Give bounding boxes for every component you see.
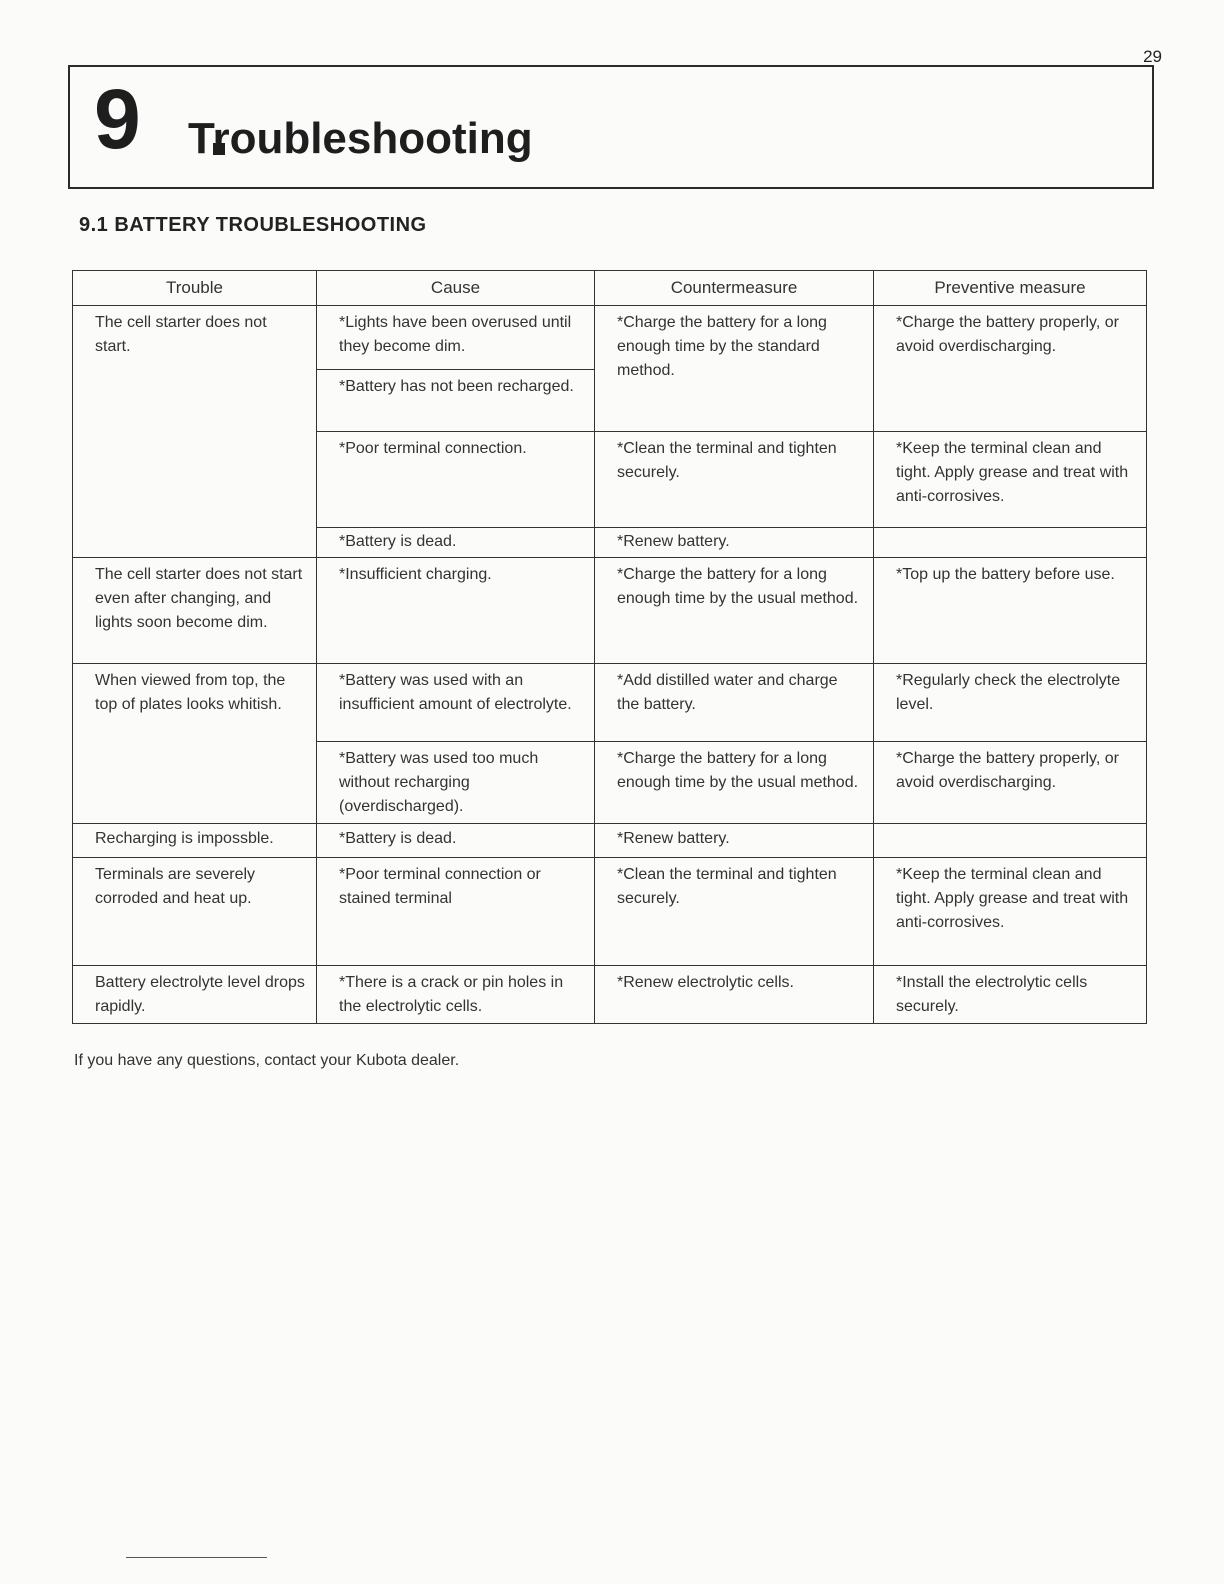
trouble-cell: The cell starter does not start even after changing, and lights soon become dim. (73, 558, 317, 664)
header-cause: Cause (317, 271, 595, 306)
preventive-cell (874, 824, 1147, 858)
battery-troubleshooting-table (72, 270, 1147, 1024)
cause-cell: *Battery has not been recharged. (317, 370, 595, 432)
preventive-cell: *Keep the terminal clean and tight. Apply grease and treat with anti-corrosives. (874, 432, 1147, 528)
trouble-cell: Terminals are severely corroded and heat up. (73, 858, 317, 966)
section-title: 9.1 BATTERY TROUBLESHOOTING (79, 214, 427, 236)
countermeasure-cell: *Add distilled water and charge the battery. (595, 664, 874, 742)
cause-cell: *There is a crack or pin holes in the electrolytic cells. (317, 966, 595, 1024)
countermeasure-cell: *Renew electrolytic cells. (595, 966, 874, 1024)
table-row (73, 664, 1147, 742)
preventive-cell (874, 528, 1147, 558)
chapter-header (68, 65, 1154, 189)
countermeasure-cell: *Clean the terminal and tighten securely. (595, 432, 874, 528)
preventive-cell: *Install the electrolytic cells securely. (874, 966, 1147, 1024)
cause-cell: *Insufficient charging. (317, 558, 595, 664)
footer-rule (126, 1557, 267, 1558)
countermeasure-cell: *Clean the terminal and tighten securely. (595, 858, 874, 966)
chapter-title: Troubleshooting (188, 114, 533, 163)
cause-cell: *Battery was used with an insufficient amount of electrolyte. (317, 664, 595, 742)
table-row (73, 966, 1147, 1024)
countermeasure-cell: *Charge the battery for a long enough time by the usual method. (595, 558, 874, 664)
trouble-cell: When viewed from top, the top of plates looks whitish. (73, 664, 317, 824)
header-preventive: Preventive measure (874, 271, 1147, 306)
header-trouble: Trouble (73, 271, 317, 306)
header-countermeasure: Countermeasure (595, 271, 874, 306)
table-row (73, 558, 1147, 664)
cause-cell: *Poor terminal connection or stained terminal (317, 858, 595, 966)
trouble-cell: Recharging is impossble. (73, 824, 317, 858)
countermeasure-cell: *Renew battery. (595, 824, 874, 858)
countermeasure-cell: *Renew battery. (595, 528, 874, 558)
cause-cell: *Lights have been overused until they become dim. (317, 306, 595, 370)
cause-cell: *Poor terminal connection. (317, 432, 595, 528)
cause-cell: *Battery is dead. (317, 528, 595, 558)
page-number: 29 (1143, 47, 1162, 66)
trouble-cell: The cell starter does not start. (73, 306, 317, 558)
cause-cell: *Battery is dead. (317, 824, 595, 858)
countermeasure-cell: *Charge the battery for a long enough time by the usual method. (595, 742, 874, 824)
preventive-cell: *Keep the terminal clean and tight. Apply grease and treat with anti-corrosives. (874, 858, 1147, 966)
footer-note: If you have any questions, contact your Kubota dealer. (74, 1052, 460, 1069)
preventive-cell: *Top up the battery before use. (874, 558, 1147, 664)
preventive-cell: *Charge the battery properly, or avoid overdischarging. (874, 742, 1147, 824)
table-header-row (73, 271, 1147, 306)
preventive-cell: *Regularly check the electrolyte level. (874, 664, 1147, 742)
table-row (73, 858, 1147, 966)
table-row (73, 824, 1147, 858)
chapter-number: 9 (94, 72, 139, 166)
cause-cell: *Battery was used too much without recharging (overdischarged). (317, 742, 595, 824)
preventive-cell: *Charge the battery properly, or avoid overdischarging. (874, 306, 1147, 432)
trouble-cell: Battery electrolyte level drops rapidly. (73, 966, 317, 1024)
countermeasure-cell: *Charge the battery for a long enough time by the standard method. (595, 306, 874, 432)
table-row (73, 306, 1147, 370)
